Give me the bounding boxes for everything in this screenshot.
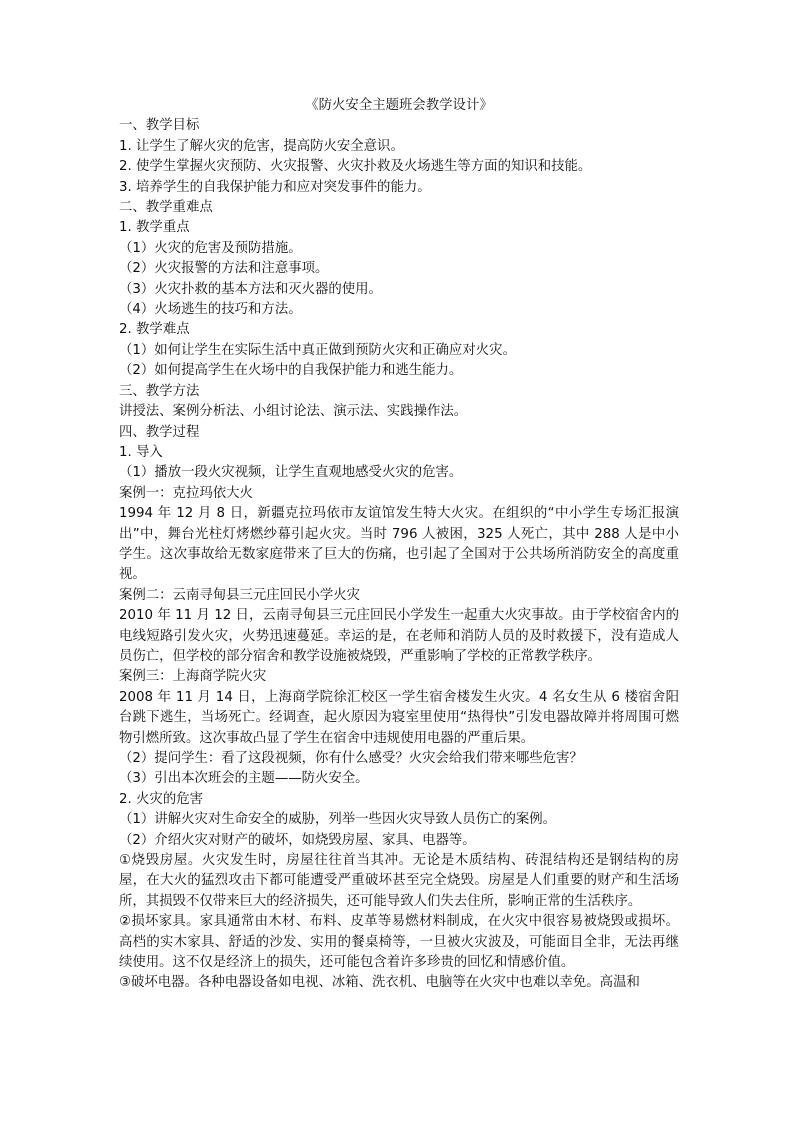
text-line: （2）提问学生：看了这段视频，你有什么感受？火灾会给我们带来哪些危害？ — [119, 751, 583, 766]
text-line: 2. 教学难点 — [119, 322, 190, 338]
text-line: （1）讲解火灾对生命安全的威胁，列举一些因火灾导致人员伤亡的案例。 — [119, 812, 557, 828]
text-line: （3）引出本次班会的主题——防火安全。 — [119, 771, 369, 787]
paragraph: 1994 年 12 月 8 日，新疆克拉玛依市友谊馆发生特大火灾。在组织的“中小学生专场汇报演出”中，舞台光柱灯烤燃纱幕引起火灾。当时 796 人被困，325 人死亡，其中 288 人是中小学生。这次事故给无数家庭带来了巨大的伤痛，也引起了全国对于公共场所消防安全的高度重视。 — [119, 506, 679, 583]
document-title: 《防火安全主题班会教学设计》 — [305, 98, 493, 113]
text-line: 2. 火灾的危害 — [119, 791, 203, 807]
text-line: （2）如何提高学生在火场中的自我保护能力和逃生能力。 — [119, 363, 463, 379]
text-line: （1）如何让学生在实际生活中真正做到预防火灾和正确应对火灾。 — [119, 342, 516, 358]
paragraph: 2010 年 11 月 12 日，云南寻甸县三元庄回民小学发生一起重大火灾事故。由于学校宿舍内的电线短路引发火灾，火势迅速蔓延。幸运的是，在老师和消防人员的及时救援下，没有造成人员伤亡，但学校的部分宿舍和教学设施被烧毁，严重影响了学校的正常教学秩序。 — [119, 608, 679, 664]
text-line: 1. 让学生了解火灾的危害，提高防火安全意识。 — [119, 138, 404, 154]
text-line: （2）介绍火灾对财产的破坏，如烧毁房屋、家具、电器等。 — [119, 832, 476, 848]
text-line: 案例二：云南寻甸县三元庄回民小学火灾 — [119, 587, 361, 603]
text-line: 一、教学目标 — [119, 118, 200, 134]
document-page — [119, 96, 679, 994]
text-line: 三、教学方法 — [119, 383, 200, 399]
paragraph: ②损坏家具。家具通常由木材、布料、皮革等易燃材料制成，在火灾中很容易被烧毁或损坏。高档的实木家具、舒适的沙发、实用的餐桌椅等，一旦被火灾波及，可能面目全非，无法再继续使用。这不仅是经济上的损失，还可能包含着许多珍贵的回忆和情感价值。 — [119, 914, 679, 971]
text-line: 四、教学过程 — [119, 424, 200, 440]
text-line: 二、教学重难点 — [119, 200, 213, 216]
paragraph: ③破坏电器。各种电器设备如电视、冰箱、洗衣机、电脑等在火灾中也难以幸免。高温和 — [119, 975, 640, 991]
text-line: （4）火场逃生的技巧和方法。 — [119, 302, 302, 318]
text-line: 2. 使学生掌握火灾预防、火灾报警、火灾扑救及火场逃生等方面的知识和技能。 — [119, 159, 592, 175]
text-line: （1）播放一段火灾视频，让学生直观地感受火灾的危害。 — [119, 465, 463, 481]
paragraph: 2008 年 11 月 14 日，上海商学院徐汇校区一学生宿舍楼发生火灾。4 名女生从 6 楼宿舍阳台跳下逃生，当场死亡。经调查，起火原因为寝室里使用“热得快”引发电器故障并将周围可燃物引燃所致。这次事故凸显了学生在宿舍中违规使用电器的严重后果。 — [119, 689, 679, 746]
text-line: （2）火灾报警的方法和注意事项。 — [119, 261, 329, 277]
text-line: 1. 导入 — [119, 444, 163, 460]
text-line: （1）火灾的危害及预防措施。 — [119, 240, 302, 256]
text-line: 讲授法、案例分析法、小组讨论法、演示法、实践操作法。 — [119, 404, 468, 420]
text-line: 1. 教学重点 — [119, 220, 190, 236]
text-line: 案例一：克拉玛依大火 — [119, 485, 253, 501]
text-line: 3. 培养学生的自我保护能力和应对突发事件的能力。 — [119, 179, 431, 195]
document-body — [119, 116, 679, 993]
text-line: 案例三：上海商学院火灾 — [119, 669, 267, 685]
paragraph: ①烧毁房屋。火灾发生时，房屋往往首当其冲。无论是木质结构、砖混结构还是钢结构的房屋，在大火的猛烈攻击下都可能遭受严重破坏甚至完全烧毁。房屋是人们重要的财产和生活场所，其损毁不仅带来巨大的经济损失，还可能导致人们失去住所，影响正常的生活秩序。 — [119, 853, 679, 909]
text-line: （3）火灾扑救的基本方法和灭火器的使用。 — [119, 281, 382, 297]
